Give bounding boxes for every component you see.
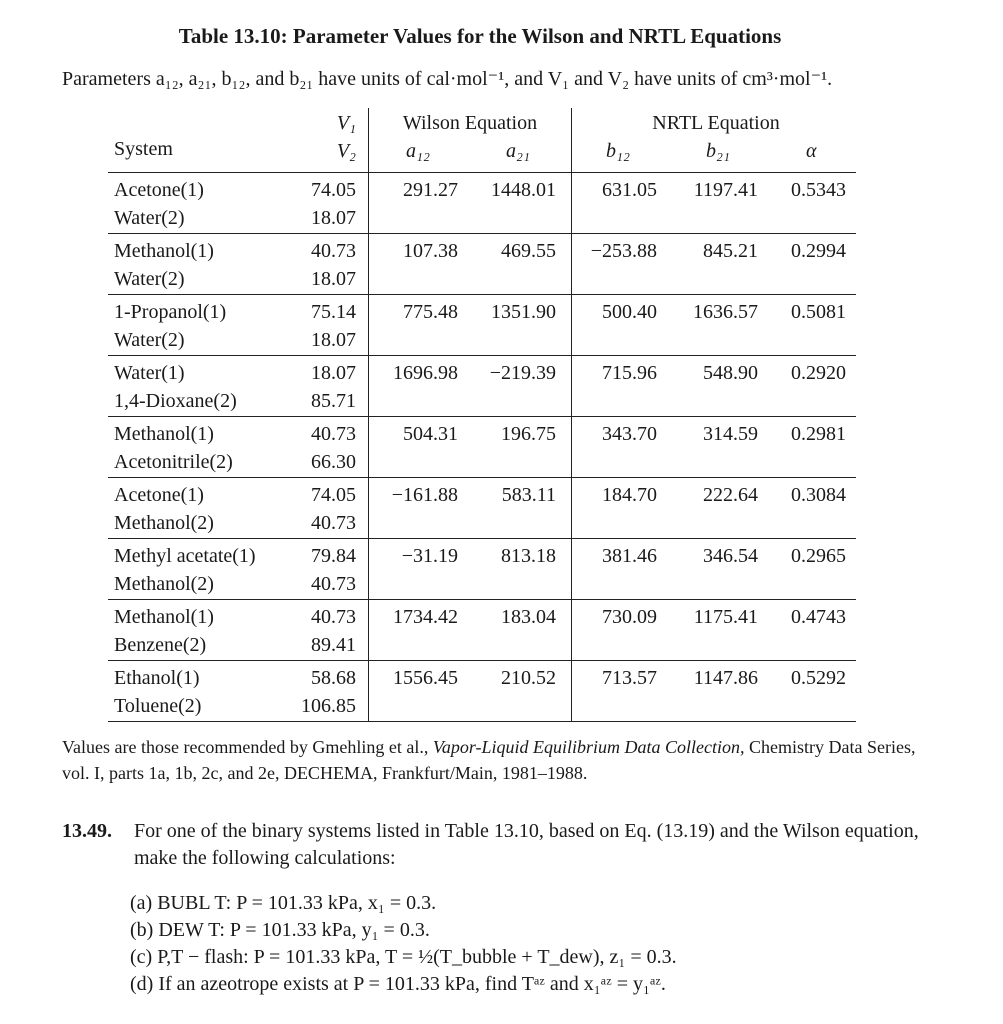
source-prefix: Values are those recommended by Gmehling et al.,: [62, 737, 429, 757]
system-component-1: Methanol(1): [114, 423, 214, 445]
cell-a21: 1448.01: [491, 179, 556, 201]
cell-a12: −31.19: [401, 545, 458, 567]
table-row: [108, 356, 856, 417]
header-v2: V₂: [336, 140, 356, 162]
cell-v1: 79.84: [311, 545, 356, 567]
problem-number: 13.49.: [62, 820, 112, 842]
cell-v2: 18.07: [311, 268, 356, 290]
system-component-2: Toluene(2): [114, 695, 202, 717]
cell-v2: 106.85: [301, 695, 356, 717]
system-component-1: Ethanol(1): [114, 667, 200, 689]
cell-a12: 1696.98: [393, 362, 458, 384]
system-component-2: Acetonitrile(2): [114, 451, 233, 473]
cell-alpha: 0.5292: [791, 667, 846, 689]
cell-b21: 222.64: [703, 484, 758, 506]
cell-b12: 381.46: [602, 545, 657, 567]
system-component-1: Methyl acetate(1): [114, 545, 256, 567]
cell-b21: 1636.57: [693, 301, 758, 323]
cell-alpha: 0.5081: [791, 301, 846, 323]
cell-v2: 89.41: [311, 634, 356, 656]
cell-a12: 291.27: [403, 179, 458, 201]
cell-a21: 1351.90: [491, 301, 556, 323]
cell-b21: 1175.41: [693, 606, 758, 628]
table-body: [108, 173, 856, 722]
cell-b21: 548.90: [703, 362, 758, 384]
cell-v2: 40.73: [311, 512, 356, 534]
cell-v1: 74.05: [311, 179, 356, 201]
cell-b12: −253.88: [590, 240, 657, 262]
system-component-2: Methanol(2): [114, 512, 214, 534]
cell-b12: 184.70: [602, 484, 657, 506]
source-note: [62, 734, 922, 786]
system-component-1: Acetone(1): [114, 484, 204, 506]
problem-part-a: (a) BUBL T: P = 101.33 kPa, x₁ = 0.3.: [130, 892, 437, 914]
system-component-2: Water(2): [114, 329, 185, 351]
cell-b12: 631.05: [602, 179, 657, 201]
cell-b12: 343.70: [602, 423, 657, 445]
table-header: [108, 108, 856, 173]
cell-b21: 1197.41: [693, 179, 758, 201]
header-wilson: Wilson Equation: [402, 112, 538, 134]
cell-alpha: 0.2981: [791, 423, 846, 445]
cell-v2: 85.71: [311, 390, 356, 412]
problem-13-49: [62, 818, 922, 995]
system-component-2: Benzene(2): [114, 634, 207, 656]
cell-b21: 346.54: [703, 545, 758, 567]
source-suffix: Chemistry Data Series, vol. I, parts 1a, 1b, 2c, and 2e, DECHEMA, Frankfurt/Main, 1981–1988.: [62, 737, 916, 783]
cell-v1: 18.07: [311, 362, 356, 384]
table-title: Table 13.10: Parameter Values for the Wilson and NRTL Equations: [178, 24, 782, 48]
cell-b12: 713.57: [602, 667, 657, 689]
system-component-2: Methanol(2): [114, 573, 214, 595]
cell-a21: 196.75: [501, 423, 556, 445]
parameter-table: [108, 108, 856, 722]
system-component-2: Water(2): [114, 268, 185, 290]
cell-alpha: 0.5343: [791, 179, 846, 201]
table-row: [108, 600, 856, 661]
system-component-2: Water(2): [114, 207, 185, 229]
header-b21: b₂₁: [706, 140, 730, 162]
cell-alpha: 0.2965: [791, 545, 846, 567]
cell-a21: 813.18: [501, 545, 556, 567]
header-a12: a₁₂: [406, 140, 430, 162]
units-note: Parameters a₁₂, a₂₁, b₁₂, and b₂₁ have units of cal·mol⁻¹, and V₁ and V₂ have units of cm³·mol⁻¹.: [62, 68, 833, 90]
cell-b21: 314.59: [703, 423, 758, 445]
problem-parts: [130, 890, 890, 998]
table-row: [108, 295, 856, 356]
header-system: System: [114, 138, 173, 160]
system-component-1: 1-Propanol(1): [114, 301, 227, 323]
cell-a21: 583.11: [501, 484, 556, 506]
cell-v2: 18.07: [311, 329, 356, 351]
cell-b12: 730.09: [602, 606, 657, 628]
system-component-1: Methanol(1): [114, 606, 214, 628]
cell-b12: 715.96: [602, 362, 657, 384]
table-row: [108, 478, 856, 539]
cell-v2: 66.30: [311, 451, 356, 473]
cell-a21: −219.39: [489, 362, 556, 384]
cell-v1: 74.05: [311, 484, 356, 506]
problem-part-b: (b) DEW T: P = 101.33 kPa, y₁ = 0.3.: [130, 919, 430, 941]
cell-a21: 469.55: [501, 240, 556, 262]
cell-a12: 1734.42: [393, 606, 458, 628]
cell-b12: 500.40: [602, 301, 657, 323]
system-component-2: 1,4-Dioxane(2): [114, 390, 237, 412]
cell-alpha: 0.3084: [791, 484, 846, 506]
cell-a21: 210.52: [501, 667, 556, 689]
header-a21: a₂₁: [506, 140, 530, 162]
table-row: [108, 417, 856, 478]
cell-alpha: 0.4743: [791, 606, 846, 628]
table-row: [108, 234, 856, 295]
cell-alpha: 0.2994: [791, 240, 846, 262]
system-component-1: Water(1): [114, 362, 185, 384]
cell-b21: 1147.86: [693, 667, 758, 689]
cell-a12: 107.38: [403, 240, 458, 262]
cell-a12: 1556.45: [393, 667, 458, 689]
header-b12: b₁₂: [606, 140, 630, 162]
problem-part-c: (c) P,T − flash: P = 101.33 kPa, T = ½(T_bubble + T_dew), z₁ = 0.3.: [130, 946, 677, 968]
cell-v2: 18.07: [311, 207, 356, 229]
source-title: Vapor-Liquid Equilibrium Data Collection,: [432, 737, 745, 757]
cell-v1: 58.68: [311, 667, 356, 689]
cell-v1: 40.73: [311, 423, 356, 445]
header-alpha: α: [806, 140, 817, 162]
cell-v2: 40.73: [311, 573, 356, 595]
table-row: [108, 539, 856, 600]
cell-v1: 75.14: [311, 301, 356, 323]
cell-alpha: 0.2920: [791, 362, 846, 384]
cell-b21: 845.21: [703, 240, 758, 262]
cell-a12: −161.88: [391, 484, 458, 506]
problem-text: For one of the binary systems listed in Table 13.10, based on Eq. (13.19) and the Wilson equation, make the following calculations:: [134, 820, 919, 869]
table-row: [108, 661, 856, 722]
cell-a12: 504.31: [403, 423, 458, 445]
cell-a12: 775.48: [403, 301, 458, 323]
system-component-1: Acetone(1): [114, 179, 204, 201]
cell-v1: 40.73: [311, 240, 356, 262]
table-row: [108, 173, 856, 234]
problem-part-d: (d) If an azeotrope exists at P = 101.33 kPa, find Tᵃᶻ and x₁ᵃᶻ = y₁ᵃᶻ.: [130, 973, 666, 995]
cell-v1: 40.73: [311, 606, 356, 628]
header-v1: V₁: [336, 112, 356, 134]
cell-a21: 183.04: [501, 606, 556, 628]
header-nrtl: NRTL Equation: [652, 112, 780, 134]
system-component-1: Methanol(1): [114, 240, 214, 262]
